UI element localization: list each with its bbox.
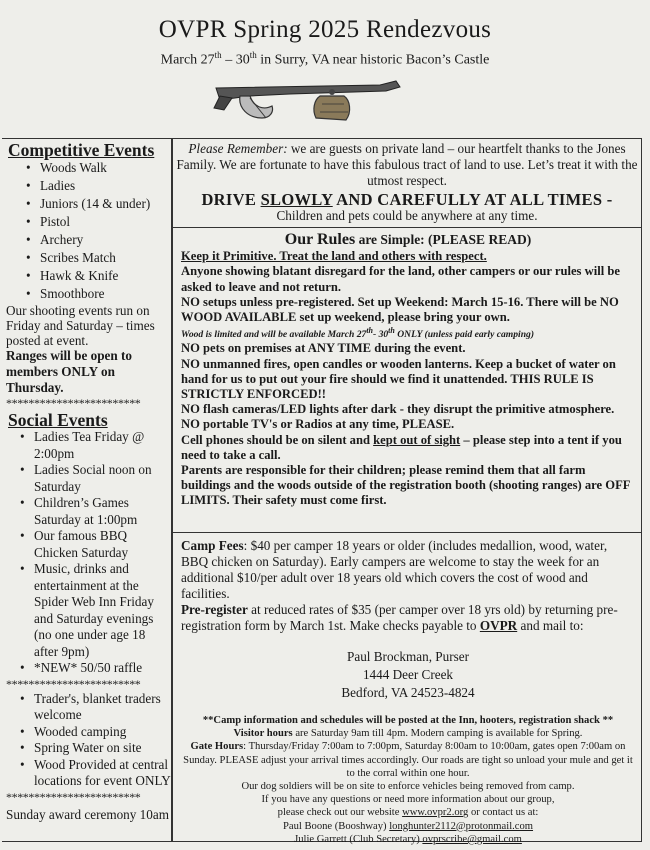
rule-item: NO setups unless pre-registered. Set up Weekend: March 15-16. There will be NO WOOD AVAILABLE set up weekend, please bring your own. [181,294,619,325]
website-lead: please check out our website [277,807,403,819]
rules-section [173,228,641,533]
list-item: • Smoothbore [26,285,171,303]
info-line: If you have any questions or need more information about our group, [261,794,555,806]
page-title: OVPR Spring 2025 Rendezvous [158,16,492,43]
list-item: • Ladies [26,177,171,195]
remember-text [173,141,641,189]
website-link[interactable]: www.ovpr2.org [402,807,469,819]
r4sup1: th [366,326,373,336]
rule-item: NO pets on premises at ANY TIME during the event. [181,341,466,356]
event-dates-location [0,50,650,69]
list-item: • Ladies Social noon on Saturday [20,462,171,495]
purser-address [181,648,635,702]
camp-fees [181,538,635,602]
remember-section [173,139,641,228]
date-start: March 27 [160,52,215,68]
ranges-note: Ranges will be open to members ONLY on Thursday. [6,348,133,395]
remember-line: we are guests on private land – our heartfelt thanks to the Jones Family. We are fortunate to have this fabulous tract of land to use. Let’s treat it with the utmost respect. [176,141,638,188]
shooting-note: Our shooting events run on Friday and Saturday – times posted at event. [6,303,155,348]
competitive-events-title: Competitive Events [8,140,155,160]
payee: OVPR [479,618,518,633]
left-sidebar [2,138,172,842]
date-end-suffix: th [249,50,257,60]
purser-name: Paul Brockman, Purser [347,649,469,664]
list-item: • Pistol [26,213,171,231]
social-events-title: Social Events [8,410,108,430]
rules-title [181,232,635,247]
email-link[interactable]: longhunter2112@protonmail.com [389,820,534,832]
list-item: • Juniors (14 & under) [26,195,171,213]
r9a: Cell phones should be on silent and [181,432,374,447]
date-separator: – 30 [221,52,250,68]
list-item: • Ladies Tea Friday @ 2:00pm [20,429,171,462]
rules-title-a: Our Rules [284,231,356,248]
gate-hours-text: : Thursday/Friday 7:00am to 7:00pm, Saturday 8:00am to 10:00am, gates open 7:00am on Sunday. PLEASE adjust your arrival times accordingly. Our roads are tight so unload your mule and get it to the corral within one hour. [183,741,633,779]
info-line: **Camp information and schedules will be posted at the Inn, hooters, registration shack ** [202,715,614,726]
prereg-end: and mail to: [517,618,584,633]
list-item: • Music, drinks and entertainment at the Spider Web Inn Friday and Saturday evenings (no one under age 18 after 9pm) [20,561,171,660]
drive-a: DRIVE [201,190,261,209]
rule-item: NO portable TV's or Radios at any time, PLEASE. [181,417,455,432]
powder-horn-rifle-icon [210,74,410,126]
rule-item: Keep it Primitive. Treat the land and others with respect. [181,249,487,264]
drive-b: SLOWLY [260,190,333,209]
list-item: • Woods Walk [26,159,171,177]
camp-amenities-list [2,691,171,790]
drive-c: AND CAREFULLY AT ALL TIMES - [332,190,613,209]
award-ceremony: Sunday award ceremony 10am [6,806,169,822]
prereg-label: Pre-register [181,602,248,617]
list-item: • Children’s Games Saturday at 1:00pm [20,495,171,528]
prereg-text: at reduced rates of $35 (per camper over 18 yrs old) by returning pre-registration form by March 1st. Make checks payable to [181,602,618,633]
website-tail: or contact us at: [468,807,539,819]
rule-item: NO flash cameras/LED lights after dark - they disrupt the primitive atmosphere. [181,402,615,417]
r4sup2: th [388,326,395,336]
rule-item [181,433,635,463]
divider: ************************ [6,396,141,410]
rule-item [181,325,635,341]
info-line [181,820,635,833]
r4c: ONLY (unless paid early camping) [394,329,535,341]
purser-street: 1444 Deer Creek [362,667,454,682]
contact-name: Julie Garrett (Club Secretary) [294,833,423,845]
r4b: - 30 [372,329,389,341]
visitor-hours-text: are Saturday 9am till 4pm. Modern camping is available for Spring. [292,728,583,740]
list-item: • Wooded camping [20,724,171,741]
divider: ************************ [6,789,141,804]
rules-title-b: are Simple: (PLEASE READ) [355,232,532,247]
rule-item: Anyone showing blatant disregard for the land, other campers or our rules will be asked to leave and not return. [181,264,620,294]
divider: ************************ [6,676,141,691]
r9c: – please step into a tent if you need to take a call. [181,432,622,462]
info-line [181,806,635,819]
drive-slowly-warning [173,192,641,208]
remember-lead: Please Remember: [188,141,288,156]
social-events-list [2,429,171,677]
r4a: Wood is limited and will be available March 27 [181,329,367,341]
date-start-suffix: th [214,50,222,60]
purser-city: Bedford, VA 24523-4824 [341,685,475,700]
rule-item: NO unmanned fires, open candles or wooden lanterns. Keep a bucket of water on hand for us to put out your fire should we find it unattended. THIS RULE IS STRICTLY ENFORCED!! [181,356,616,402]
info-line [181,740,635,780]
children-warning: Children and pets could be anywhere at any time. [276,208,538,223]
list-item: • Scribes Match [26,249,171,267]
email-link[interactable]: ovprscribe@gmail.com [422,833,522,845]
fees-section [173,533,641,845]
fees-text: : $40 per camper 18 years or older (includes medallion, wood, water, BBQ chicken on Saturday). Early campers are welcome to stay the week for an additional $10/per adult over 18 years old which covers the cost of wood and facilities. [181,538,608,601]
list-item: • Wood Provided at central locations for event ONLY [20,757,171,790]
rule-item: Parents are responsible for their children; please remind them that all farm buildings and the woods outside of the registration booth (shooting ranges) are OFF LIMITS. Their safety must come first. [181,463,630,508]
camp-info [181,714,635,846]
list-item: • Trader's, blanket traders welcome [20,691,171,724]
pre-register [181,602,635,634]
list-item: • *NEW* 50/50 raffle [20,660,171,677]
fees-label: Camp Fees [181,538,244,553]
list-item: • Archery [26,231,171,249]
r9b: kept out of sight [373,432,461,447]
competitive-events-list [2,159,171,303]
gate-hours-label: Gate Hours [190,741,244,753]
info-line: Our dog soldiers will be on site to enforce vehicles being removed from camp. [241,781,575,793]
info-line [181,833,635,846]
visitor-hours-label: Visitor hours [233,728,293,740]
info-line [181,727,635,740]
list-item: • Our famous BBQ Chicken Saturday [20,528,171,561]
list-item: • Hawk & Knife [26,267,171,285]
list-item: • Spring Water on site [20,740,171,757]
main-content [172,138,642,845]
contact-name: Paul Boone (Booshway) [282,820,390,832]
header [0,8,650,69]
event-location: in Surry, VA near historic Bacon’s Castle [256,52,490,68]
